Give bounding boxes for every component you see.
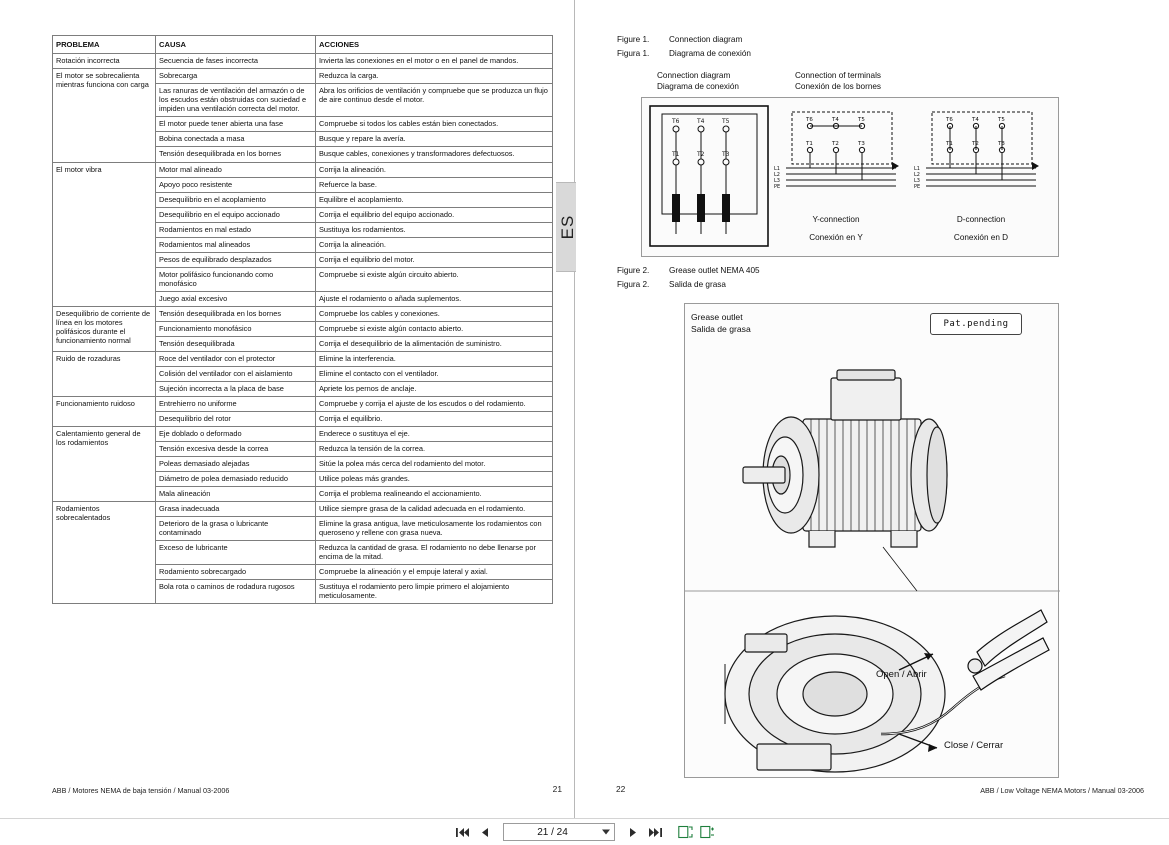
cell-causa: Juego axial excesivo bbox=[156, 291, 316, 306]
cell-causa: Bola rota o caminos de rodadura rugosos bbox=[156, 580, 316, 604]
cell-causa: Las ranuras de ventilación del armazón o de los escudos están obstruidas con suciedad e impiden una ventilación correcta del motor. bbox=[156, 84, 316, 117]
cell-causa: Eje doblado o deformado bbox=[156, 427, 316, 442]
svg-text:PE: PE bbox=[914, 184, 921, 190]
cell-causa: Funcionamiento monofásico bbox=[156, 321, 316, 336]
cell-causa: Grasa inadecuada bbox=[156, 502, 316, 517]
cell-causa: Roce del ventilador con el protector bbox=[156, 351, 316, 366]
cell-causa: Desequilibrio en el equipo accionado bbox=[156, 207, 316, 222]
page-number-input[interactable] bbox=[503, 823, 615, 841]
cell-acciones: Corrija el equilibrio. bbox=[316, 412, 553, 427]
table-row bbox=[53, 397, 553, 412]
figure1-heading-left bbox=[657, 70, 739, 92]
cell-problema: Funcionamiento ruidoso bbox=[53, 397, 156, 427]
cell-causa: El motor puede tener abierta una fase bbox=[156, 117, 316, 132]
svg-text:T4: T4 bbox=[832, 117, 839, 123]
svg-text:PE: PE bbox=[774, 184, 781, 190]
cell-causa: Colisión del ventilador con el aislamiento bbox=[156, 366, 316, 381]
cell-causa: Desequilibrio del rotor bbox=[156, 412, 316, 427]
cell-acciones: Enderece o sustituya el eje. bbox=[316, 427, 553, 442]
open-label: Open / Abrir bbox=[876, 669, 927, 680]
cell-causa: Bobina conectada a masa bbox=[156, 132, 316, 147]
cell-causa: Tensión excesiva desde la correa bbox=[156, 442, 316, 457]
table-row bbox=[53, 427, 553, 442]
cell-acciones: Corrija el equilibrio del equipo accionado. bbox=[316, 207, 553, 222]
document-page-left bbox=[22, 0, 575, 818]
chevron-down-icon[interactable] bbox=[602, 830, 610, 835]
previous-page-icon[interactable] bbox=[477, 825, 492, 840]
svg-text:T6: T6 bbox=[946, 117, 953, 123]
svg-text:T3: T3 bbox=[858, 141, 865, 147]
cell-acciones: Sustituya el rodamiento pero limpie primero el alojamiento meticulosamente. bbox=[316, 580, 553, 604]
svg-text:T2: T2 bbox=[972, 141, 979, 147]
cell-acciones: Equilibre el acoplamiento. bbox=[316, 192, 553, 207]
cell-acciones: Elimine el contacto con el ventilador. bbox=[316, 366, 553, 381]
cell-acciones: Compruebe los cables y conexiones. bbox=[316, 306, 553, 321]
cell-problema: Rodamientos sobrecalentados bbox=[53, 502, 156, 604]
figure2-caption-en bbox=[617, 266, 760, 275]
cell-acciones: Reduzca la tensión de la correa. bbox=[316, 442, 553, 457]
figure2-text-es: Salida de grasa bbox=[669, 280, 726, 289]
svg-text:T5: T5 bbox=[998, 117, 1005, 123]
cell-causa: Sobrecarga bbox=[156, 69, 316, 84]
cell-acciones: Compruebe si existe algún circuito abierto. bbox=[316, 267, 553, 291]
next-page-icon[interactable] bbox=[626, 825, 641, 840]
table-row bbox=[53, 502, 553, 517]
cell-acciones: Elimine la interferencia. bbox=[316, 351, 553, 366]
table-header-row bbox=[53, 36, 553, 54]
figure1-heading-left-es: Diagrama de conexión bbox=[657, 82, 739, 92]
cell-problema: Calentamiento general de los rodamientos bbox=[53, 427, 156, 502]
svg-text:T6: T6 bbox=[806, 117, 813, 123]
figure2-label-en: Figure 2. bbox=[617, 266, 650, 275]
last-page-icon[interactable] bbox=[648, 825, 663, 840]
cell-acciones: Ajuste el rodamiento o añada suplementos. bbox=[316, 291, 553, 306]
cell-causa: Apoyo poco resistente bbox=[156, 177, 316, 192]
figure1-caption-es bbox=[617, 49, 751, 58]
svg-text:T4: T4 bbox=[697, 118, 705, 125]
figure1-label-en: Figure 1. bbox=[617, 35, 650, 44]
figure1-heading-right-en: Connection of terminals bbox=[795, 71, 882, 80]
figure2-text-en: Grease outlet NEMA 405 bbox=[669, 266, 760, 275]
cell-causa: Deterioro de la grasa o lubricante contaminado bbox=[156, 517, 316, 541]
page-number-right: 22 bbox=[616, 784, 626, 794]
cell-causa: Motor polifásico funcionando como monofásico bbox=[156, 267, 316, 291]
cell-acciones: Utilice poleas más grandes. bbox=[316, 472, 553, 487]
figure1-caption-en bbox=[617, 35, 742, 44]
cell-causa: Diámetro de polea demasiado reducido bbox=[156, 472, 316, 487]
figure2-illustration bbox=[684, 303, 1059, 778]
table-header-problema: PROBLEMA bbox=[53, 36, 156, 54]
cell-causa: Tensión desequilibrada en los bornes bbox=[156, 147, 316, 162]
fit-width-icon[interactable] bbox=[700, 825, 715, 840]
y-connection-caption-en: Y-connection bbox=[812, 215, 860, 224]
cell-acciones: Apriete los pernos de anclaje. bbox=[316, 381, 553, 396]
d-connection-caption-es: Conexión en D bbox=[953, 233, 1009, 242]
table-row bbox=[53, 54, 553, 69]
pdf-toolbar bbox=[0, 818, 1169, 845]
cell-acciones: Sitúe la polea más cerca del rodamiento del motor. bbox=[316, 457, 553, 472]
grease-outlet-label-es: Salida de grasa bbox=[691, 323, 751, 334]
svg-text:T3: T3 bbox=[998, 141, 1005, 147]
svg-text:T2: T2 bbox=[832, 141, 839, 147]
cell-problema: Desequilibrio de corriente de línea en los motores polifásicos durante el funcionamiento normal bbox=[53, 306, 156, 351]
cell-causa: Poleas demasiado alejadas bbox=[156, 457, 316, 472]
document-page-right bbox=[576, 0, 1169, 818]
cell-causa: Rodamientos mal alineados bbox=[156, 237, 316, 252]
cell-acciones: Utilice siempre grasa de la calidad adecuada en el rodamiento. bbox=[316, 502, 553, 517]
cell-acciones: Corrija el desequilibrio de la alimentación de suministro. bbox=[316, 336, 553, 351]
y-connection-caption-es: Conexión en Y bbox=[809, 233, 863, 242]
grease-outlet-label bbox=[691, 312, 751, 335]
cell-acciones: Compruebe si existe algún contacto abierto. bbox=[316, 321, 553, 336]
cell-acciones: Compruebe la alineación y el empuje lateral y axial. bbox=[316, 565, 553, 580]
cell-causa: Rodamiento sobrecargado bbox=[156, 565, 316, 580]
grease-outlet-label-en: Grease outlet bbox=[691, 312, 743, 322]
footer-right: ABB / Low Voltage NEMA Motors / Manual 03-2006 bbox=[980, 786, 1144, 795]
cell-problema: Rotación incorrecta bbox=[53, 54, 156, 69]
svg-text:L2: L2 bbox=[774, 172, 780, 178]
table-row bbox=[53, 351, 553, 366]
figure1-text-es: Diagrama de conexión bbox=[669, 49, 751, 58]
svg-text:T1: T1 bbox=[806, 141, 813, 147]
footer-left: ABB / Motores NEMA de baja tensión / Manual 03-2006 bbox=[52, 786, 230, 795]
svg-text:L3: L3 bbox=[914, 178, 920, 184]
svg-text:T6: T6 bbox=[672, 118, 680, 125]
cell-causa: Motor mal alineado bbox=[156, 162, 316, 177]
cell-problema: Ruido de rozaduras bbox=[53, 351, 156, 396]
table-header-acciones: ACCIONES bbox=[316, 36, 553, 54]
svg-text:L1: L1 bbox=[774, 166, 780, 172]
table-body bbox=[53, 54, 553, 604]
language-tab-label: ES bbox=[557, 214, 577, 240]
patent-pending-note: Pat.pending bbox=[930, 313, 1022, 335]
cell-causa: Entrehierro no uniforme bbox=[156, 397, 316, 412]
cell-acciones: Corrija el equilibrio del motor. bbox=[316, 252, 553, 267]
first-page-icon[interactable] bbox=[455, 825, 470, 840]
svg-text:T5: T5 bbox=[858, 117, 865, 123]
table-row bbox=[53, 162, 553, 177]
cell-acciones: Busque y repare la avería. bbox=[316, 132, 553, 147]
cell-problema: El motor se sobrecalienta mientras funciona con carga bbox=[53, 69, 156, 162]
cell-causa: Tensión desequilibrada en los bornes bbox=[156, 306, 316, 321]
cell-acciones: Compruebe si todos los cables están bien conectados. bbox=[316, 117, 553, 132]
svg-text:T3: T3 bbox=[722, 151, 730, 158]
svg-text:L3: L3 bbox=[774, 178, 780, 184]
cell-acciones: Invierta las conexiones en el motor o en el panel de mandos. bbox=[316, 54, 553, 69]
figure1-label-es: Figura 1. bbox=[617, 49, 650, 58]
cell-causa: Mala alineación bbox=[156, 487, 316, 502]
svg-text:T2: T2 bbox=[697, 151, 705, 158]
cell-acciones: Corrija la alineación. bbox=[316, 162, 553, 177]
cell-acciones: Compruebe y corrija el ajuste de los escudos o del rodamiento. bbox=[316, 397, 553, 412]
cell-acciones: Corrija la alineación. bbox=[316, 237, 553, 252]
close-label: Close / Cerrar bbox=[944, 740, 1004, 751]
svg-text:T5: T5 bbox=[722, 118, 730, 125]
svg-text:L2: L2 bbox=[914, 172, 920, 178]
troubleshooting-table bbox=[52, 35, 553, 604]
cell-problema: El motor vibra bbox=[53, 162, 156, 306]
fit-page-icon[interactable] bbox=[678, 825, 693, 840]
d-connection-caption-en: D-connection bbox=[956, 215, 1006, 224]
cell-acciones: Busque cables, conexiones y transformadores defectuosos. bbox=[316, 147, 553, 162]
table-header-causa: CAUSA bbox=[156, 36, 316, 54]
cell-causa: Rodamientos en mal estado bbox=[156, 222, 316, 237]
figure1-heading-left-en: Connection diagram bbox=[657, 71, 731, 80]
svg-text:L1: L1 bbox=[914, 166, 920, 172]
cell-causa: Tensión desequilibrada bbox=[156, 336, 316, 351]
table-row bbox=[53, 69, 553, 84]
figure2-label-es: Figura 2. bbox=[617, 280, 650, 289]
cell-causa: Pesos de equilibrado desplazados bbox=[156, 252, 316, 267]
figure1-heading-right-es: Conexión de los bornes bbox=[795, 82, 882, 92]
cell-causa: Desequilibrio en el acoplamiento bbox=[156, 192, 316, 207]
cell-acciones: Reduzca la cantidad de grasa. El rodamiento no debe llenarse por encima de la mitad. bbox=[316, 541, 553, 565]
svg-text:T4: T4 bbox=[972, 117, 979, 123]
page-number-value: 21 / 24 bbox=[537, 826, 568, 838]
svg-text:T1: T1 bbox=[672, 151, 680, 158]
cell-causa: Secuencia de fases incorrecta bbox=[156, 54, 316, 69]
cell-acciones: Elimine la grasa antigua, lave meticulosamente los rodamientos con queroseno y rellene con grasa nueva. bbox=[316, 517, 553, 541]
cell-acciones: Reduzca la carga. bbox=[316, 69, 553, 84]
table-row bbox=[53, 306, 553, 321]
svg-text:T1: T1 bbox=[946, 141, 953, 147]
figure1-text-en: Connection diagram bbox=[669, 35, 743, 44]
cell-acciones: Refuerce la base. bbox=[316, 177, 553, 192]
cell-causa: Sujeción incorrecta a la placa de base bbox=[156, 381, 316, 396]
cell-acciones: Abra los orificios de ventilación y compruebe que se produzca un flujo de aire continuo desde el motor. bbox=[316, 84, 553, 117]
grease-outlet-svg bbox=[685, 304, 1060, 779]
cell-causa: Exceso de lubricante bbox=[156, 541, 316, 565]
page-number-left: 21 bbox=[552, 784, 562, 794]
figure1-heading-right bbox=[795, 70, 881, 92]
cell-acciones: Corrija el problema realineando el accionamiento. bbox=[316, 487, 553, 502]
figure2-caption-es bbox=[617, 280, 726, 289]
cell-acciones: Sustituya los rodamientos. bbox=[316, 222, 553, 237]
